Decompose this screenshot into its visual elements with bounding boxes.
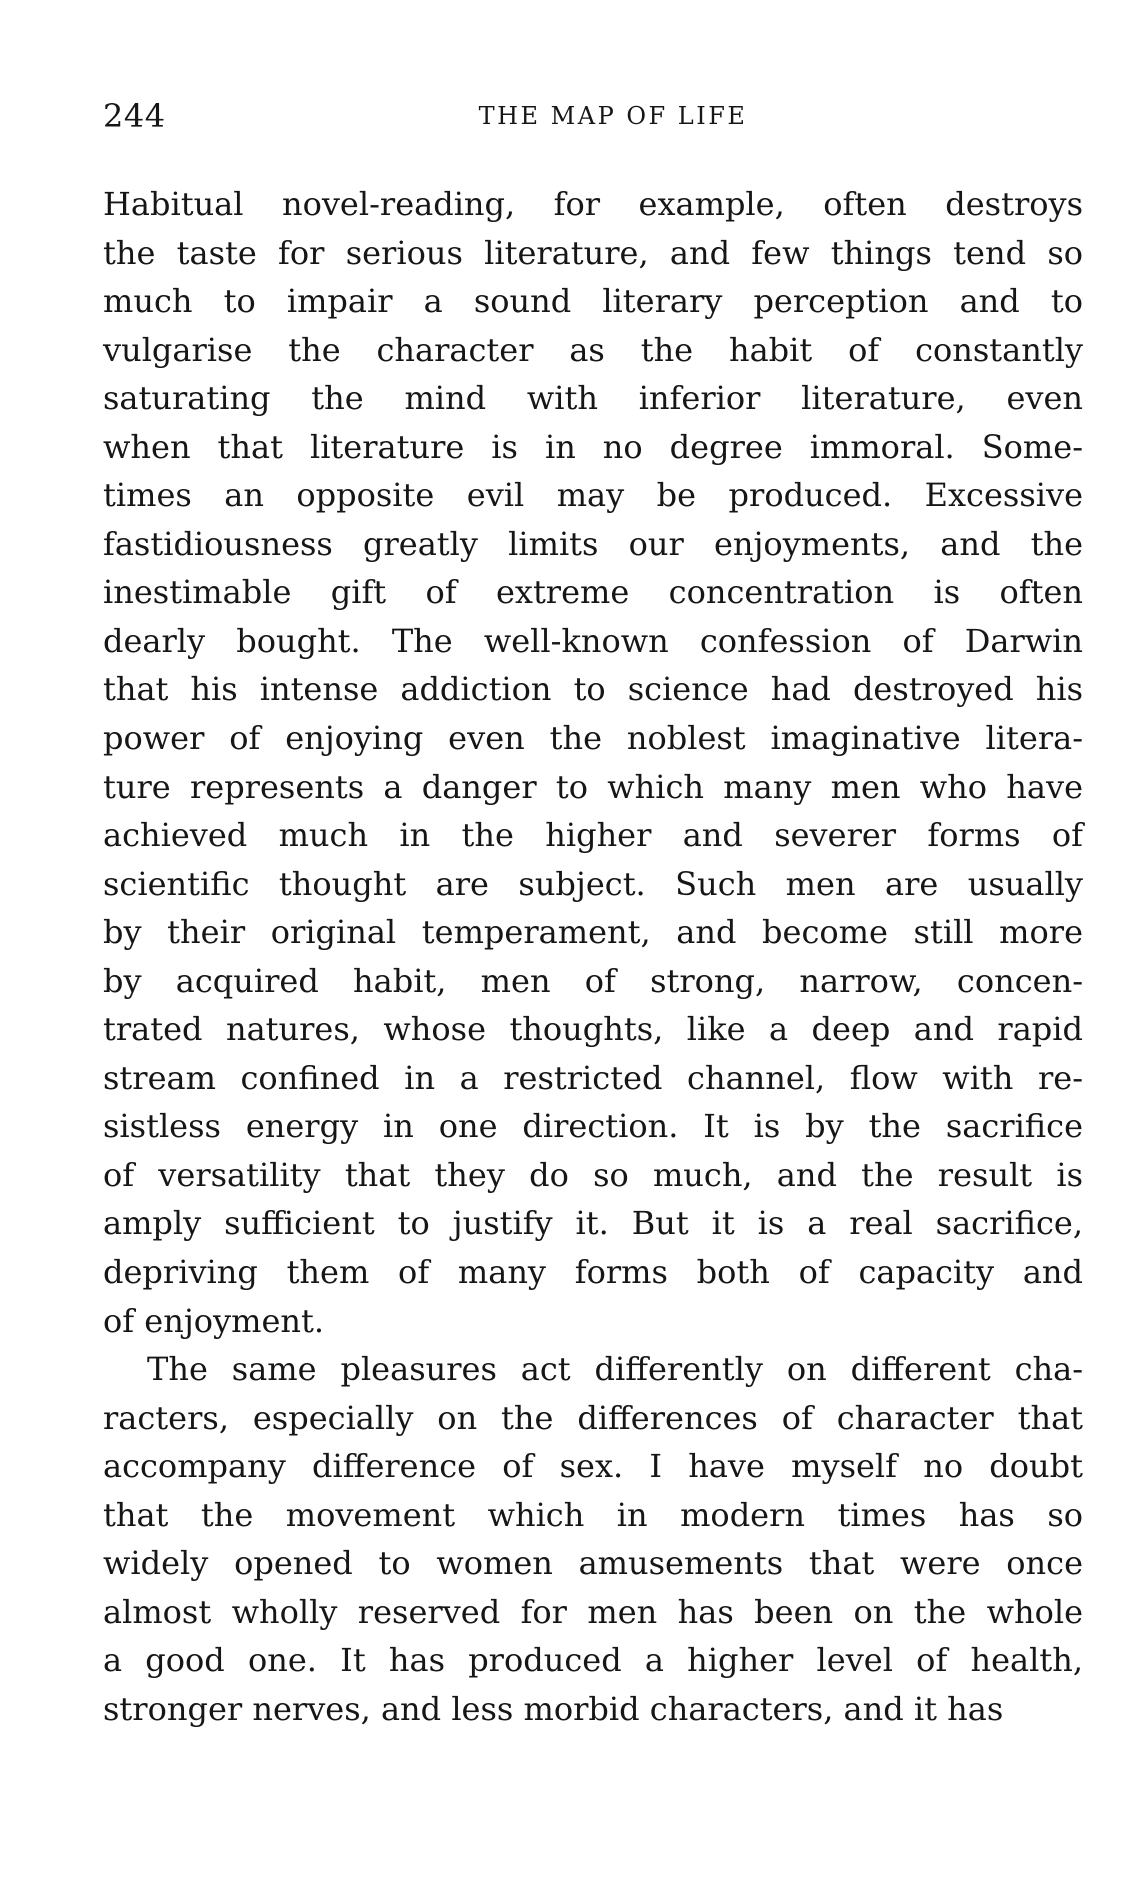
text-line: by acquired habit, men of strong, narrow, concen-	[103, 961, 1083, 1000]
text-line: scientific thought are subject. Such men are usually	[103, 864, 1083, 903]
text-line: of versatility that they do so much, and the result is	[103, 1155, 1083, 1194]
text-line: when that literature is in no degree immoral. Some-	[103, 427, 1083, 466]
text-line: that the movement which in modern times has so	[103, 1495, 1083, 1534]
text-line: Habitual novel-reading, for example, often destroys	[103, 185, 1083, 223]
text-line: widely opened to women amusements that were once	[103, 1544, 1083, 1583]
running-title: THE MAP OF LIFE	[478, 102, 748, 130]
text-line: a good one. It has produced a higher level of health,	[103, 1641, 1083, 1680]
running-head	[103, 96, 1083, 136]
paragraph	[103, 1345, 1083, 1733]
text-line: stronger nerves, and less morbid characters, and it has	[103, 1689, 1004, 1728]
text-line: by their original temperament, and become still more	[103, 913, 1083, 952]
text-line: of enjoyment.	[103, 1301, 325, 1340]
text-line: fastidiousness greatly limits our enjoyments, and the	[103, 524, 1083, 563]
text-line: trated natures, whose thoughts, like a deep and rapid	[103, 1010, 1083, 1049]
text-line: The same pleasures act differently on different cha-	[147, 1350, 1083, 1389]
text-line: power of enjoying even the noblest imaginative litera-	[103, 719, 1083, 758]
text-line: achieved much in the higher and severer forms of	[103, 816, 1083, 855]
text-line: much to impair a sound literary perception and to	[103, 282, 1083, 321]
text-line: vulgarise the character as the habit of constantly	[103, 330, 1083, 369]
body-text	[103, 180, 1083, 1734]
text-line: that his intense addiction to science had destroyed his	[103, 670, 1083, 709]
page-number: 244	[103, 97, 166, 135]
text-line: amply sufficient to justify it. But it is a real sacrifice,	[103, 1204, 1083, 1243]
text-line: almost wholly reserved for men has been on the whole	[103, 1592, 1083, 1631]
text-line: accompany difference of sex. I have myself no doubt	[103, 1447, 1083, 1486]
text-line: saturating the mind with inferior literature, even	[103, 379, 1083, 418]
text-line: racters, especially on the differences of character that	[103, 1398, 1083, 1437]
text-line: sistless energy in one direction. It is by the sacrifice	[103, 1107, 1083, 1146]
text-line: times an opposite evil may be produced. Excessive	[103, 476, 1083, 515]
paragraph	[103, 180, 1083, 1345]
text-line: ture represents a danger to which many men who have	[103, 767, 1083, 806]
text-line: the taste for serious literature, and few things tend so	[103, 233, 1083, 272]
text-line: inestimable gift of extreme concentration is often	[103, 573, 1083, 612]
text-line: depriving them of many forms both of capacity and	[103, 1253, 1083, 1292]
text-line: dearly bought. The well-known confession of Darwin	[103, 621, 1083, 660]
text-line: stream confined in a restricted channel, flow with re-	[103, 1058, 1083, 1097]
